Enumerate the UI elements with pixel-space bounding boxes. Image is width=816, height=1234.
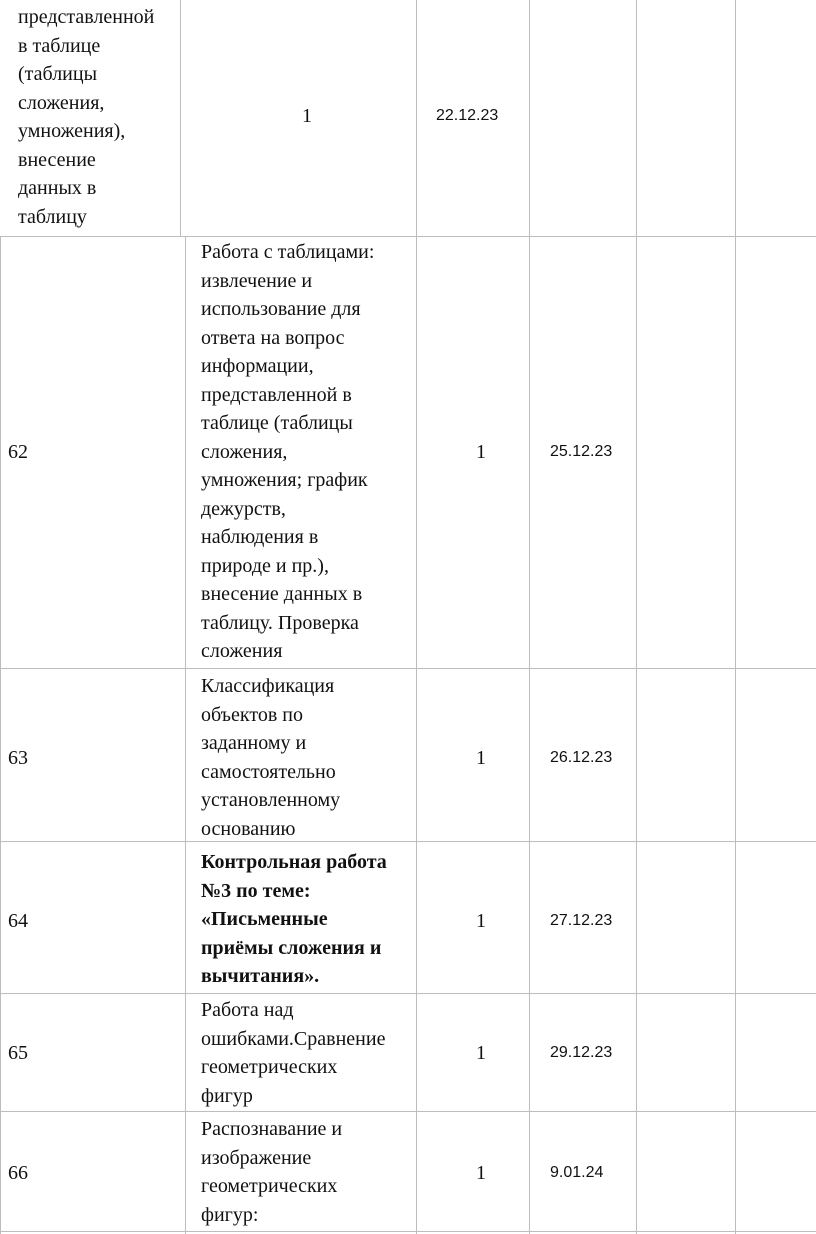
lesson-number: 64 [8,910,28,932]
lesson-number: 63 [8,747,28,769]
date-cell: 25.12.23 [550,443,613,460]
date-cell: 27.12.23 [550,912,613,929]
topic-cell: Классификация объектов по заданному и самостоятельно установленному основанию [201,675,341,840]
lesson-number: 62 [8,441,28,463]
hours-cell: 1 [476,910,486,932]
hours-cell: 1 [476,1042,486,1064]
hours-cell: 1 [302,105,312,127]
topic-cell: представленной в таблице (таблицы сложения, умножения), внесение данных в таблицу [18,6,155,228]
date-cell: 29.12.23 [550,1044,613,1061]
hours-cell: 1 [476,441,486,463]
lesson-number: 66 [8,1162,28,1184]
date-cell: 22.12.23 [436,107,499,124]
date-cell: 26.12.23 [550,749,613,766]
topic-cell: Распознавание и изображение геометрических фигур: [201,1118,343,1226]
hours-cell: 1 [476,747,486,769]
date-cell: 9.01.24 [550,1164,604,1181]
lesson-number: 65 [8,1042,28,1064]
hours-cell: 1 [476,1162,486,1184]
topic-cell: Контрольная работа №3 по теме: «Письменные приёмы сложения и вычитания». [201,851,387,987]
topic-cell: Работа с таблицами: извлечение и использование для ответа на вопрос информации, представленной в таблице (таблицы сложения, умножения; график дежурств, наблюдения в природе и пр.), внесение данных в таблицу. Проверка сложения [201,241,375,662]
topic-cell: Работа над ошибками.Сравнение геометрических фигур [201,999,386,1107]
